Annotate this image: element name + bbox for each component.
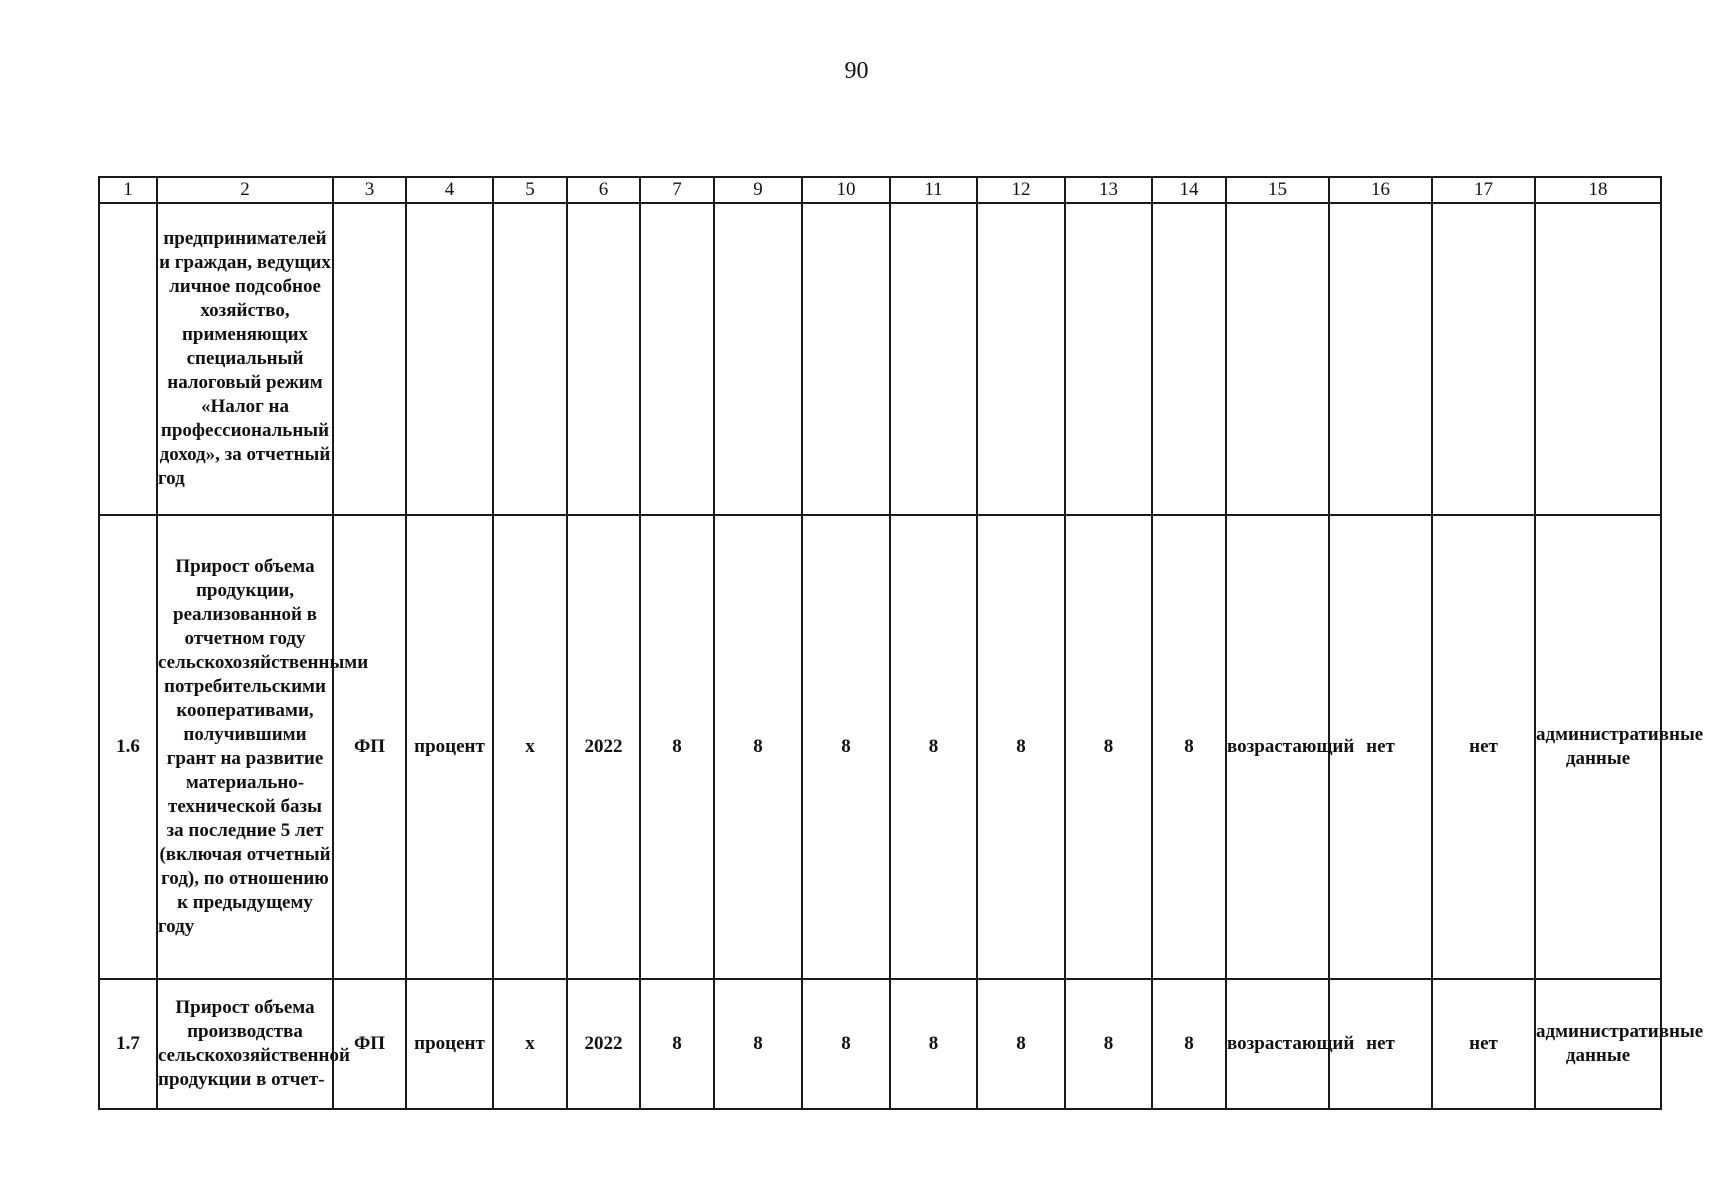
- cell-value: [977, 203, 1065, 515]
- column-header: 12: [977, 177, 1065, 203]
- cell-value: 8: [977, 515, 1065, 979]
- cell-flag: нет: [1329, 515, 1432, 979]
- column-header: 2: [157, 177, 333, 203]
- cell-year: 2022: [567, 979, 640, 1109]
- table-row-1-7: [99, 979, 1661, 1109]
- cell-flag: нет: [1329, 979, 1432, 1109]
- indicator-description: Прирост объема производства сельскохозяйственной продукции в отчет-: [157, 979, 333, 1109]
- cell-value: 8: [890, 979, 977, 1109]
- cell-value: 8: [714, 979, 802, 1109]
- column-header: 1: [99, 177, 157, 203]
- cell-value: 8: [802, 979, 890, 1109]
- cell-value: 8: [714, 515, 802, 979]
- cell-level: [333, 203, 406, 515]
- indicator-description: предпринимателей и граждан, ведущих личное подсобное хозяйство, применяющих специальный налоговый режим «Налог на профессиональный доход», за отчетный год: [157, 203, 333, 515]
- column-header: 18: [1535, 177, 1661, 203]
- cell-level: ФП: [333, 515, 406, 979]
- column-header: 9: [714, 177, 802, 203]
- cell-flag: нет: [1432, 515, 1535, 979]
- column-header: 14: [1152, 177, 1226, 203]
- column-header: 3: [333, 177, 406, 203]
- cell-flag: нет: [1432, 979, 1535, 1109]
- cell-base-value: х: [493, 979, 567, 1109]
- cell-year: [567, 203, 640, 515]
- cell-value: [890, 203, 977, 515]
- cell-value: 8: [977, 979, 1065, 1109]
- cell-value: 8: [890, 515, 977, 979]
- cell-flag: [1432, 203, 1535, 515]
- cell-source: административные данные: [1535, 515, 1661, 979]
- cell-value: 8: [1152, 979, 1226, 1109]
- cell-year: 2022: [567, 515, 640, 979]
- column-header: 16: [1329, 177, 1432, 203]
- cell-value: [640, 203, 714, 515]
- cell-value: [714, 203, 802, 515]
- cell-flag: [1329, 203, 1432, 515]
- cell-unit: процент: [406, 515, 493, 979]
- column-number-row: [99, 177, 1661, 203]
- column-header: 7: [640, 177, 714, 203]
- row-number: 1.6: [99, 515, 157, 979]
- page-number: 90: [844, 58, 869, 84]
- column-header: 15: [1226, 177, 1329, 203]
- table-row-1-6: [99, 515, 1661, 979]
- row-number: [99, 203, 157, 515]
- indicators-table: [98, 176, 1704, 1110]
- cell-source: административные данные: [1535, 979, 1661, 1109]
- cell-value: 8: [802, 515, 890, 979]
- cell-trend: возрастающий: [1226, 979, 1329, 1109]
- cell-unit: процент: [406, 979, 493, 1109]
- indicator-description: Прирост объема продукции, реализованной в отчетном году сельскохозяйственными потребительскими кооперативами, получившими грант на развитие материально-технической базы за последние 5 лет (включая отчетный год), по отношению к предыдущему году: [157, 515, 333, 979]
- cell-level: ФП: [333, 979, 406, 1109]
- cell-value: [1065, 203, 1152, 515]
- cell-unit: [406, 203, 493, 515]
- cell-value: [1152, 203, 1226, 515]
- table-row-continuation: [99, 203, 1661, 515]
- column-header: 17: [1432, 177, 1535, 203]
- cell-value: [802, 203, 890, 515]
- column-header: 5: [493, 177, 567, 203]
- cell-value: 8: [1065, 979, 1152, 1109]
- cell-value: 8: [640, 515, 714, 979]
- cell-base-value: х: [493, 515, 567, 979]
- column-header: 4: [406, 177, 493, 203]
- cell-source: [1535, 203, 1661, 515]
- row-number: 1.7: [99, 979, 157, 1109]
- cell-trend: [1226, 203, 1329, 515]
- cell-value: 8: [1065, 515, 1152, 979]
- cell-value: 8: [1152, 515, 1226, 979]
- column-header: 6: [567, 177, 640, 203]
- column-header: 11: [890, 177, 977, 203]
- column-header: 13: [1065, 177, 1152, 203]
- column-header: 10: [802, 177, 890, 203]
- cell-trend: возрастающий: [1226, 515, 1329, 979]
- cell-value: 8: [640, 979, 714, 1109]
- cell-base-value: [493, 203, 567, 515]
